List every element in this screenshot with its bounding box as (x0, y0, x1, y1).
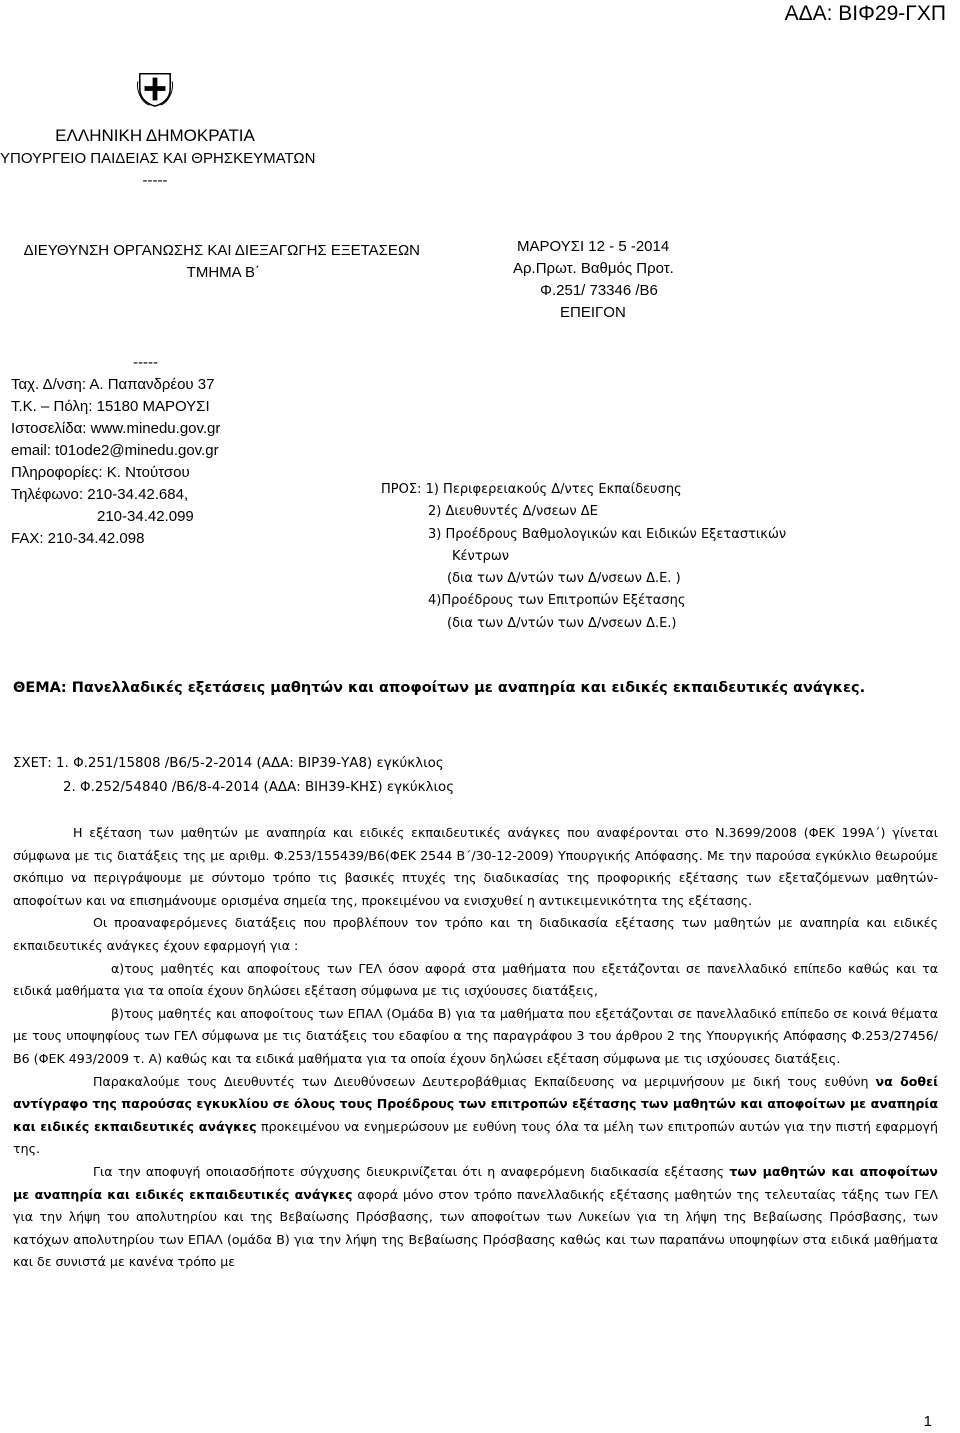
urgency-label: ΕΠΕΙΓΟΝ (560, 304, 626, 321)
body-paragraph-6-end: αφορά μόνο στον τρόπο πανελλαδικής εξέτασης μαθητών της τελευταίας τάξης των ΓΕΛ για την λήψη του απολυτηρίου και της Βεβαίωσης Πρόσβασης, των αποφοίτων των Λυκείων για τη λήψη της Βεβαίωσης Πρόσβασης, των κατόχων απολυτηρίου των ΕΠΑΛ (ομάδα Β) για την λήψη της Βεβαίωσης Πρόσβασης καθώς και των παραπάνω υποψηφίων στα ειδικά μαθήματα και δε συνιστά με κανένα τρόπο με (13, 1186, 938, 1270)
body-paragraph-6-text: Για την αποφυγή οποιασδήποτε σύγχυσης διευκρινίζεται ότι η αναφερόμενη διαδικασία εξέτασης (93, 1163, 730, 1179)
directorate-title: ΔΙΕΥΘΥΝΣΗ ΟΡΓΑΝΩΣΗΣ ΚΑΙ ΔΙΕΞΑΓΩΓΗΣ ΕΞΕΤΑΣΕΩΝ (23, 242, 420, 259)
recipient-3-cont: Κέντρων (452, 548, 510, 564)
contact-block (11, 352, 220, 550)
republic-title: ΕΛΛΗΝΙΚΗ ΔΗΜΟΚΡΑΤΙΑ (55, 126, 255, 145)
body-paragraph-5-text: Παρακαλούμε τους Διευθυντές των Διευθύνσεων Δευτεροβάθμιας Εκπαίδευσης να μεριμνήσουν με δική τους ευθύνη (93, 1073, 876, 1089)
body-paragraph-5 (13, 1071, 938, 1161)
body-paragraph-3: α)τους μαθητές και αποφοίτους των ΓΕΛ όσον αφορά στα μαθήματα που εξετάζονται σε πανελλαδικό επίπεδο καθώς και τα ειδικά μαθήματα για τα οποία έχουν δηλώσει εξέταση σύμφωνα με τις ισχύουσες διατάξεις, (13, 960, 938, 999)
contact-fax: FAX: 210-34.42.098 (11, 530, 145, 547)
separator: ----- (142, 172, 168, 189)
contact-address: Ταχ. Δ/νση: Α. Παπανδρέου 37 (11, 376, 215, 393)
recipient-1: ΠΡΟΣ: 1) Περιφερειακούς Δ/ντες Εκπαίδευσης (381, 482, 682, 497)
body-paragraph-5-end: προκειμένου να ενημερώσουν με ευθύνη τους όλα τα μέλη των επιτροπών αυτών για την πιστή εφαρμογή της. (13, 1118, 938, 1157)
body-paragraph-2: Οι προαναφερόμενες διατάξεις που προβλέπουν τον τρόπο και τη διαδικασία εξέτασης των μαθητών με αναπηρία και ειδικές εκπαιδευτικές ανάγκες έχουν εφαρμογή για : (13, 915, 938, 953)
contact-postal: Τ.Κ. – Πόλη: 15180 ΜΑΡΟΥΣΙ (11, 398, 210, 415)
contact-separator: ----- (133, 354, 158, 371)
document-body (13, 822, 938, 1274)
subject-line: ΘΕΜΑ: Πανελλαδικές εξετάσεις μαθητών και αποφοίτων με αναπηρία και ειδικές εκπαιδευτικές ανάγκες. (13, 680, 866, 696)
directorate-block (0, 240, 420, 284)
contact-phone: Τηλέφωνο: 210-34.42.684, (11, 486, 189, 503)
ministry-title: ΥΠΟΥΡΓΕΙΟ ΠΑΙΔΕΙΑΣ ΚΑΙ ΘΡΗΣΚΕΥΜΑΤΩΝ (0, 150, 316, 167)
related-1: ΣΧΕΤ: 1. Φ.251/15808 /Β6/5-2-2014 (ΑΔΑ: ΒΙΡ39-ΥΑ8) εγκύκλιος (13, 756, 444, 771)
recipient-3-note: (δια των Δ/ντών των Δ/νσεων Δ.Ε. ) (447, 571, 681, 587)
body-paragraph-5-bold: να δοθεί αντίγραφο της παρούσας εγκυκλίου σε όλους τους Προέδρους των επιτροπών εξέτασης των μαθητών και αποφοίτων με αναπηρία και ειδικές εκπαιδευτικές ανάγκες (13, 1073, 938, 1134)
page-number: 1 (923, 1413, 932, 1430)
body-paragraph-1: Η εξέταση των μαθητών με αναπηρία και ειδικές εκπαιδευτικές ανάγκες που αναφέρονται στο Ν.3699/2008 (ΦΕΚ 199Α΄) γίνεται σύμφωνα με τις διατάξεις της με αριθμ. Φ.253/155439/Β6(ΦΕΚ 2544 Β΄/30-12-2009) Υπουργικής Απόφασης. Με την παρούσα εγκύκλιο θεωρούμε σκόπιμο να περιγράψουμε με σύντομο τρόπο τις βασικές πτυχές της διαδικασίας της προφορικής εξέτασης των εξεταζόμενων μαθητών-αποφοίτων και να επισημάνουμε ορισμένα σημεία της, προκειμένου να ενισχυθεί η αντικειμενικότητα της εξέτασης. (13, 825, 938, 908)
body-paragraph-4: β)τους μαθητές και αποφοίτους των ΕΠΑΛ (Ομάδα Β) για τα μαθήματα που εξετάζονται σε πανελλαδικό επίπεδο σε κοινά θέματα με τους υποψηφίους των ΓΕΛ σύμφωνα με τις διατάξεις του εδαφίου α της παραγράφου 3 του άρθρου 2 της Υπουργικής Απόφασης Φ.253/27456/Β6 (ΦΕΚ 493/2009 τ. Α) καθώς και τα ειδικά μαθήματα για τα οποία έχουν δηλώσει εξέταση σύμφωνα με τις ισχύουσες διατάξεις. (13, 1005, 938, 1066)
reference-number: Φ.251/ 73346 /Β6 (540, 282, 658, 299)
department-title: ΤΜΗΜΑ Β΄ (186, 264, 260, 281)
related-2: 2. Φ.252/54840 /Β6/8-4-2014 (ΑΔΑ: ΒΙΗ39-ΚΗΣ) εγκύκλιος (63, 780, 455, 795)
header-left (0, 124, 316, 192)
contact-email: email: t01ode2@minedu.gov.gr (11, 442, 219, 459)
related-block (13, 752, 454, 800)
body-paragraph-6-bold: των μαθητών και αποφοίτων με αναπηρία και ειδικές εκπαιδευτικές ανάγκες (13, 1163, 938, 1202)
contact-info: Πληροφορίες: Κ. Ντούτσου (11, 464, 190, 481)
recipient-4-note: (δια των Δ/ντών των Δ/νσεων Δ.Ε.) (447, 615, 677, 631)
contact-phone-2: 210-34.42.099 (97, 508, 194, 525)
recipient-4: 4)Προέδρους των Επιτροπών Εξέτασης (428, 593, 686, 609)
protocol-label: Αρ.Πρωτ. Βαθμός Προτ. (513, 260, 674, 277)
greek-coat-of-arms-icon (136, 70, 174, 108)
recipients-block (381, 479, 786, 635)
header-right (513, 236, 674, 324)
body-paragraph-6 (13, 1161, 938, 1274)
contact-website: Ιστοσελίδα: www.minedu.gov.gr (11, 420, 221, 437)
recipient-3: 3) Προέδρους Βαθμολογικών και Ειδικών Εξεταστικών (428, 526, 787, 542)
ada-label: ΑΔΑ: ΒΙΦ29-ΓΧΠ (784, 2, 946, 25)
recipient-2: 2) Διευθυντές Δ/νσεων ΔΕ (428, 504, 598, 520)
place-date: ΜΑΡΟΥΣΙ 12 - 5 -2014 (517, 238, 670, 255)
